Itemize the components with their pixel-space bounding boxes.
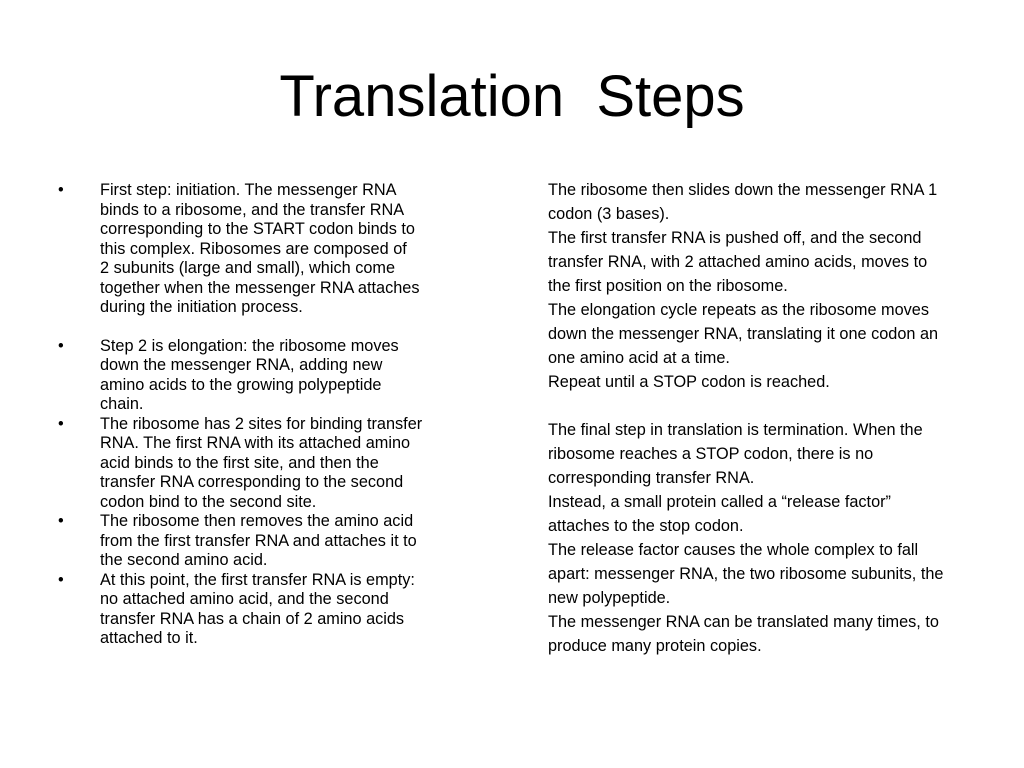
paragraph-line: new polypeptide. [548,589,671,607]
slide-title: Translation Steps [279,64,745,129]
paragraph-line: transfer RNA, with 2 attached amino acids, moves to [548,253,928,271]
paragraph-line: The release factor causes the whole complex to fall [548,541,919,559]
bullet-dot-icon: • [58,570,64,589]
paragraph-line: one amino acid at a time. [548,349,730,367]
bullet-item [56,571,500,649]
bullet-text: First step: initiation. The messenger RNA binds to a ribosome, and the transfer RNA corresponding to the START codon binds to this complex. Ribosomes are composed of 2 subunits (large and small), which come together when the messenger RNA attaches during the initiation process. [100,181,420,316]
paragraph-line: down the messenger RNA, translating it one codon an [548,325,939,343]
paragraph-line: The ribosome then slides down the messenger RNA 1 [548,181,938,199]
bullet-dot-icon: • [58,181,64,199]
bullet-item [56,181,500,318]
bullet-dot-icon: • [58,512,64,530]
paragraph-line: produce many protein copies. [548,637,762,655]
bullet-text: At this point, the first transfer RNA is empty: no attached amino acid, and the second transfer RNA has a chain of 2 amino acids attached to it. [100,570,415,647]
paragraph-line: Repeat until a STOP codon is reached. [548,373,830,391]
paragraph-line: attaches to the stop codon. [548,517,744,535]
right-text-block [548,178,1024,658]
paragraph-line: codon (3 bases). [548,205,670,223]
paragraph-line: The messenger RNA can be translated many times, to [548,613,939,631]
bullet-dot-icon: • [58,414,64,433]
bullet-text: The ribosome has 2 sites for binding transfer RNA. The first RNA with its attached amino acid binds to the first site, and then the transfer RNA corresponding to the second codon bind to the second site. [100,414,423,511]
bullet-item [56,415,500,513]
bullet-dot-icon: • [58,336,64,355]
paragraph-line: The final step in translation is termination. When the [548,421,923,439]
paragraph-line [548,394,1024,418]
paragraph-line: the first position on the ribosome. [548,277,788,295]
bullet-text: Step 2 is elongation: the ribosome moves down the messenger RNA, adding new amino acids to the growing polypeptide chain. [100,336,399,413]
bullet-item [56,512,500,571]
bullet-item [56,337,500,415]
paragraph-line: apart: messenger RNA, the two ribosome subunits, the [548,565,944,583]
paragraph-line: ribosome reaches a STOP codon, there is no [548,445,874,463]
paragraph-line: Instead, a small protein called a “release factor” [548,493,891,511]
bullet-text: The ribosome then removes the amino acid from the first transfer RNA and attaches it to the second amino acid. [100,512,417,569]
left-bullet-list [56,181,500,649]
paragraph-line: The first transfer RNA is pushed off, and the second [548,229,922,247]
paragraph-line: The elongation cycle repeats as the ribosome moves [548,301,930,319]
paragraph-line: corresponding transfer RNA. [548,469,755,487]
